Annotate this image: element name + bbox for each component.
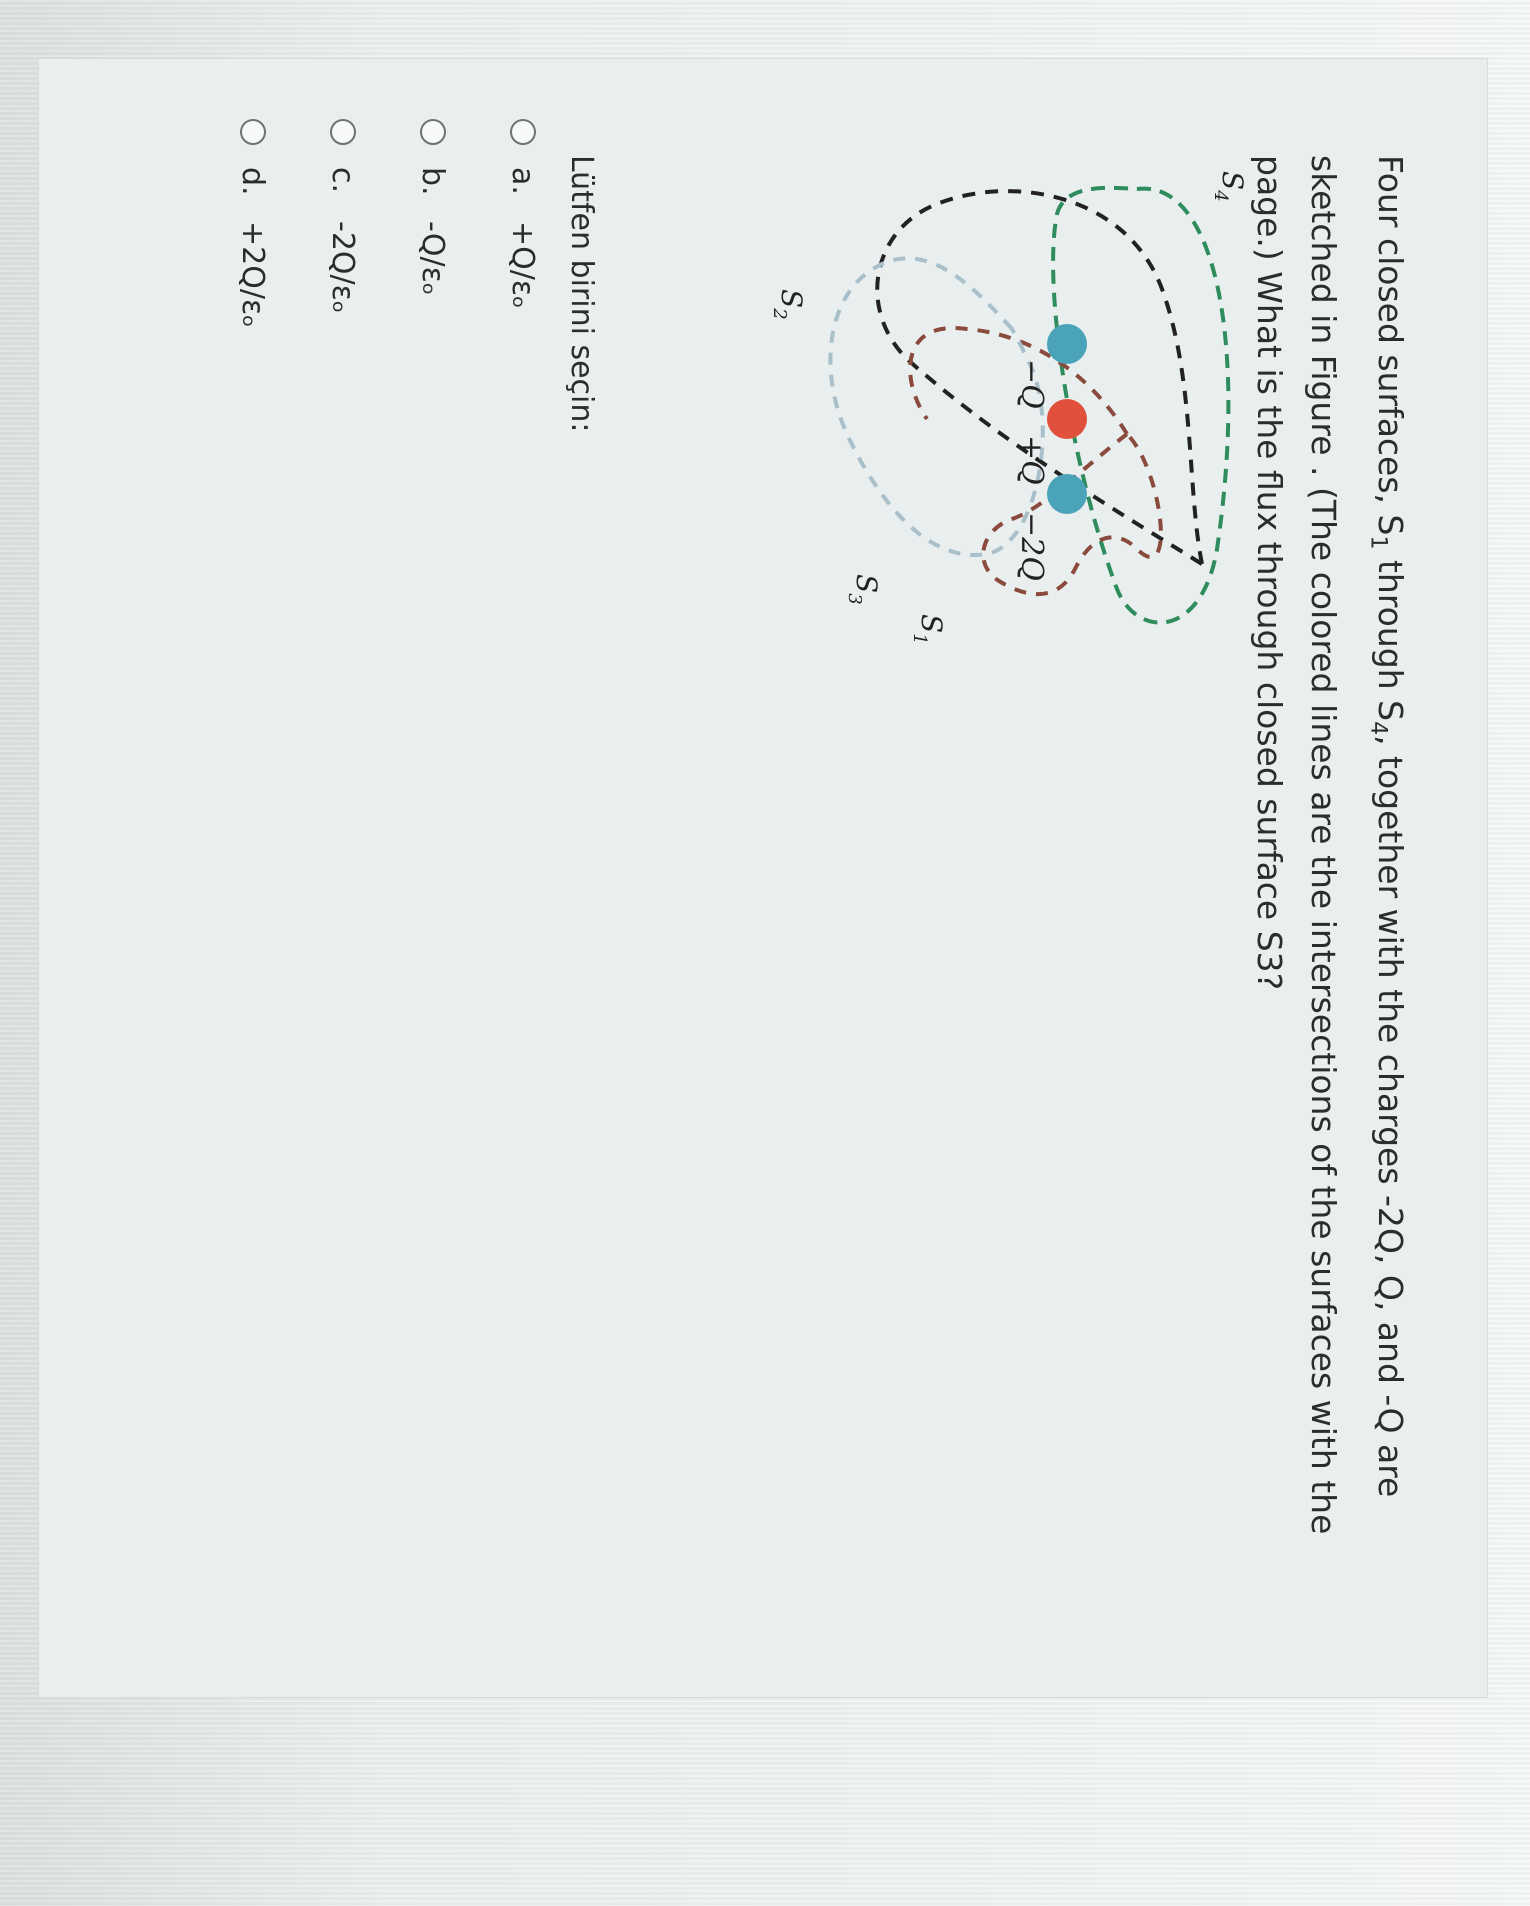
closed-surfaces-figure xyxy=(769,169,1257,689)
option-a-text: +Q/εₒ xyxy=(505,221,541,309)
question-text: Four closed surfaces, $S_1$ through $S_4$, together with the charges -2Q, Q, and -Q are sketched in Figure . (The colored lines are the intersections of the surfaces with the page.) What is the flux through closed surface S3? xyxy=(1250,155,1410,1535)
option-b-letter: b. xyxy=(415,167,451,196)
charge-label-minus-q: −Q xyxy=(1014,359,1049,409)
option-d-text: +2Q/εₒ xyxy=(235,221,271,328)
choose-one-prompt: Lütfen birini seçin: xyxy=(564,155,599,433)
surface-label-s4: $S_4$ xyxy=(1210,171,1249,202)
surface-label-s1: $S_1$ xyxy=(909,614,948,645)
option-d[interactable] xyxy=(229,119,277,328)
option-c-letter: c. xyxy=(325,167,361,194)
radio-a[interactable] xyxy=(510,119,536,145)
surface-s2-outline xyxy=(830,258,1042,555)
charge-minus-2q xyxy=(1047,474,1087,514)
charge-label-plus-q: +Q xyxy=(1014,435,1049,485)
option-a[interactable] xyxy=(499,119,547,308)
charge-label-minus-2q: −2Q xyxy=(1014,512,1049,581)
surface-label-s2: $S_2$ xyxy=(769,289,808,320)
charge-plus-q xyxy=(1047,399,1087,439)
option-b[interactable] xyxy=(409,119,457,295)
option-b-text: -Q/εₒ xyxy=(415,221,451,296)
option-d-letter: d. xyxy=(235,167,271,196)
option-a-letter: a. xyxy=(505,167,541,195)
option-c[interactable] xyxy=(319,119,367,313)
surface-label-s3: $S_3$ xyxy=(844,574,883,605)
radio-d[interactable] xyxy=(240,119,266,145)
option-c-text: -2Q/εₒ xyxy=(325,221,361,314)
charge-minus-q xyxy=(1047,324,1087,364)
radio-b[interactable] xyxy=(420,119,446,145)
question-card xyxy=(38,58,1488,1698)
radio-c[interactable] xyxy=(330,119,356,145)
